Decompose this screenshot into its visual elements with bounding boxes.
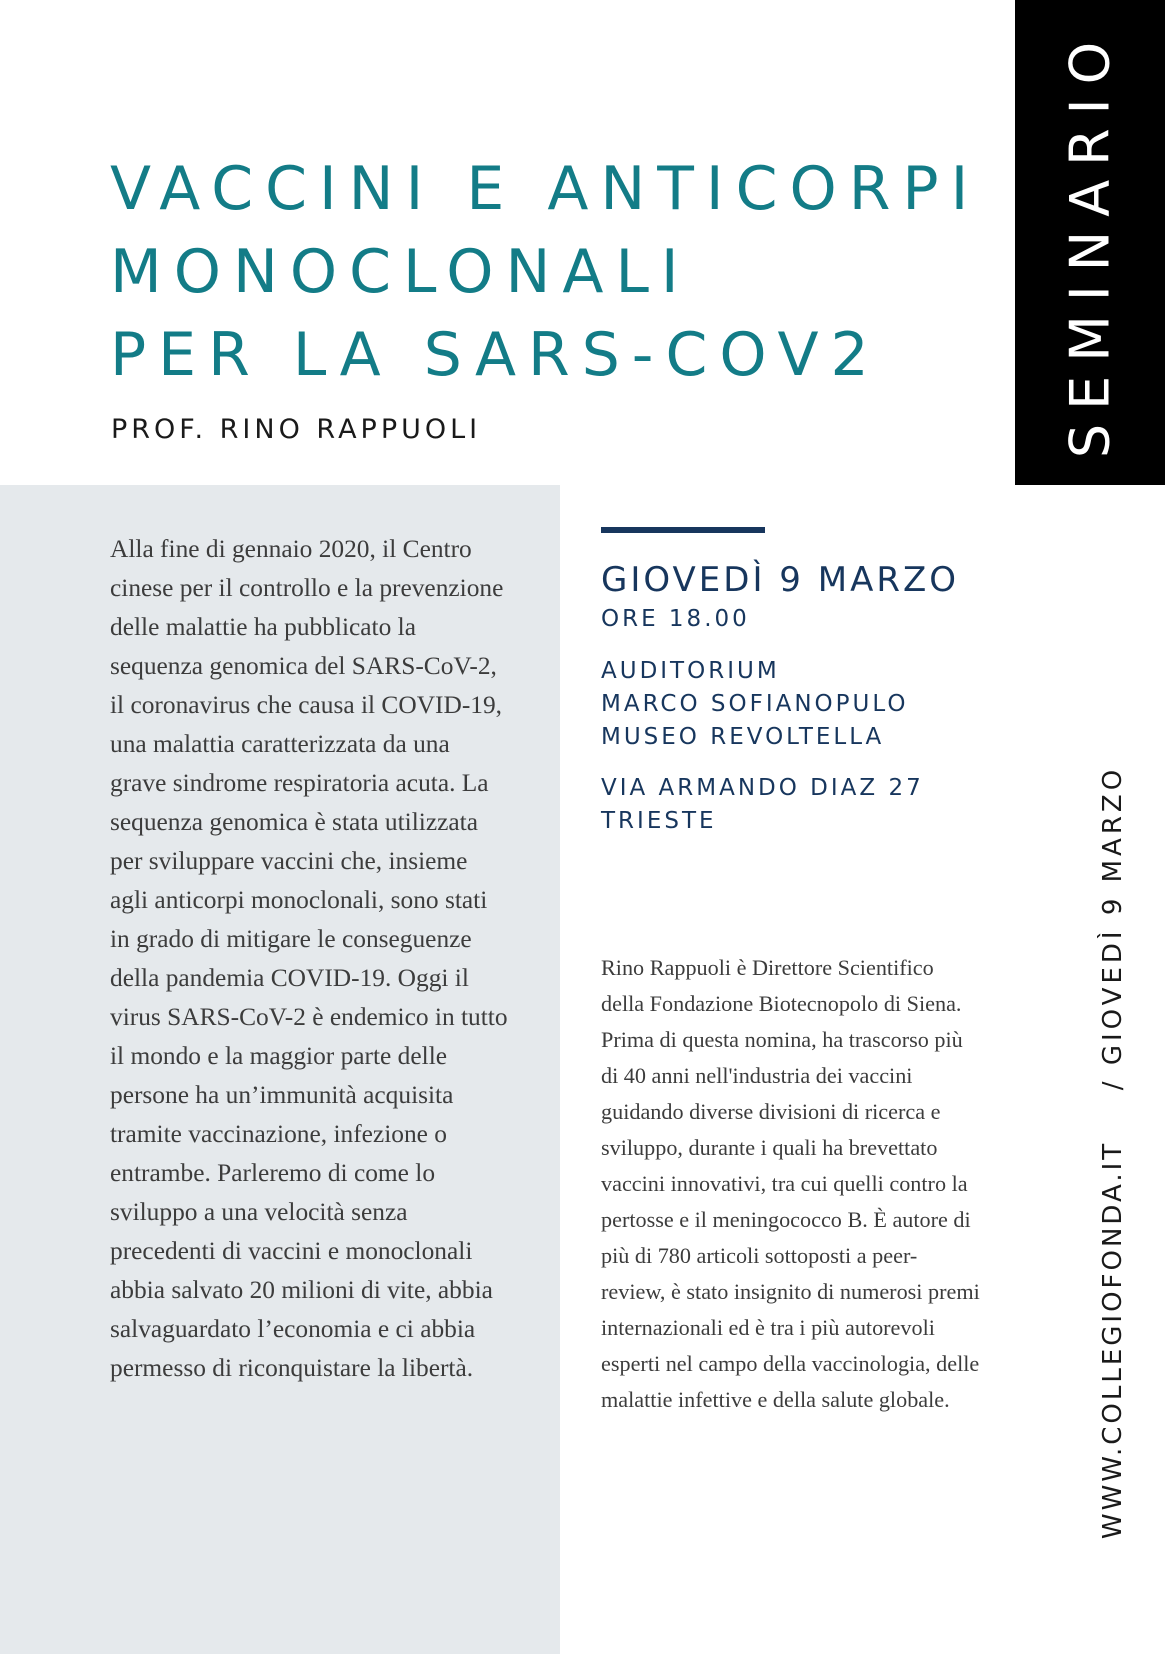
event-date: GIOVEDÌ 9 MARZO xyxy=(601,560,960,600)
venue-line: AUDITORIUM xyxy=(601,658,780,684)
accent-bar xyxy=(601,527,765,533)
event-time: ORE 18.00 xyxy=(601,606,750,632)
title-line-2: MONOCLONALI xyxy=(110,237,691,307)
website-link[interactable]: WWW.COLLEGIOFONDA.IT xyxy=(1098,1140,1128,1540)
speaker-name: PROF. RINO RAPPUOLI xyxy=(111,414,482,445)
event-venue xyxy=(601,655,908,754)
event-title xyxy=(110,148,980,397)
event-address xyxy=(601,772,924,838)
side-date: / GIOVEDÌ 9 MARZO xyxy=(1098,765,1128,1091)
venue-line: MUSEO REVOLTELLA xyxy=(601,724,885,750)
abstract-text: Alla fine di gennaio 2020, il Centro cinese per il controllo e la prevenzione delle malattie ha pubblicato la sequenza genomica del SARS-CoV-2, il coronavirus che causa il COVID-19, una malattia caratterizzata da una grave sindrome respiratoria acuta. La sequenza genomica è stata utilizzata per sviluppare vaccini che, insieme agli anticorpi monoclonali, sono stati in grado di mitigare le conseguenze della pandemia COVID-19. Oggi il virus SARS-CoV-2 è endemico in tutto il mondo e la maggior parte delle persone ha un’immunità acquisita tramite vaccinazione, infezione o entrambe. Parleremo di come lo sviluppo a una velocità senza precedenti di vaccini e monoclonali abbia salvato 20 milioni di vite, abbia salvaguardato l’economia e ci abbia permesso di riconquistare la libertà. xyxy=(110,535,508,1382)
address-line: TRIESTE xyxy=(601,808,717,834)
venue-line: MARCO SOFIANOPULO xyxy=(601,691,909,717)
title-line-1: VACCINI E ANTICORPI xyxy=(110,154,981,224)
speaker-bio: Rino Rappuoli è Direttore Scientifico della Fondazione Biotecnopolo di Siena. Prima di questa nomina, ha trascorso più di 40 anni nell'industria dei vaccini guidando diverse divisioni di ricerca e sviluppo, durante i quali ha brevettato vaccini innovativi, tra cui quelli contro la pertosse e il meningococco B. È autore di più di 780 articoli sottoposti a peer-review, è stato insignito di numerosi premi internazionali ed è tra i più autorevoli esperti nel campo della vaccinologia, delle malattie infettive e della salute globale. xyxy=(601,955,980,1412)
title-line-3: PER LA SARS-COV2 xyxy=(110,320,881,390)
address-line: VIA ARMANDO DIAZ 27 xyxy=(601,775,924,801)
banner-label: SEMINARIO xyxy=(1058,27,1122,459)
